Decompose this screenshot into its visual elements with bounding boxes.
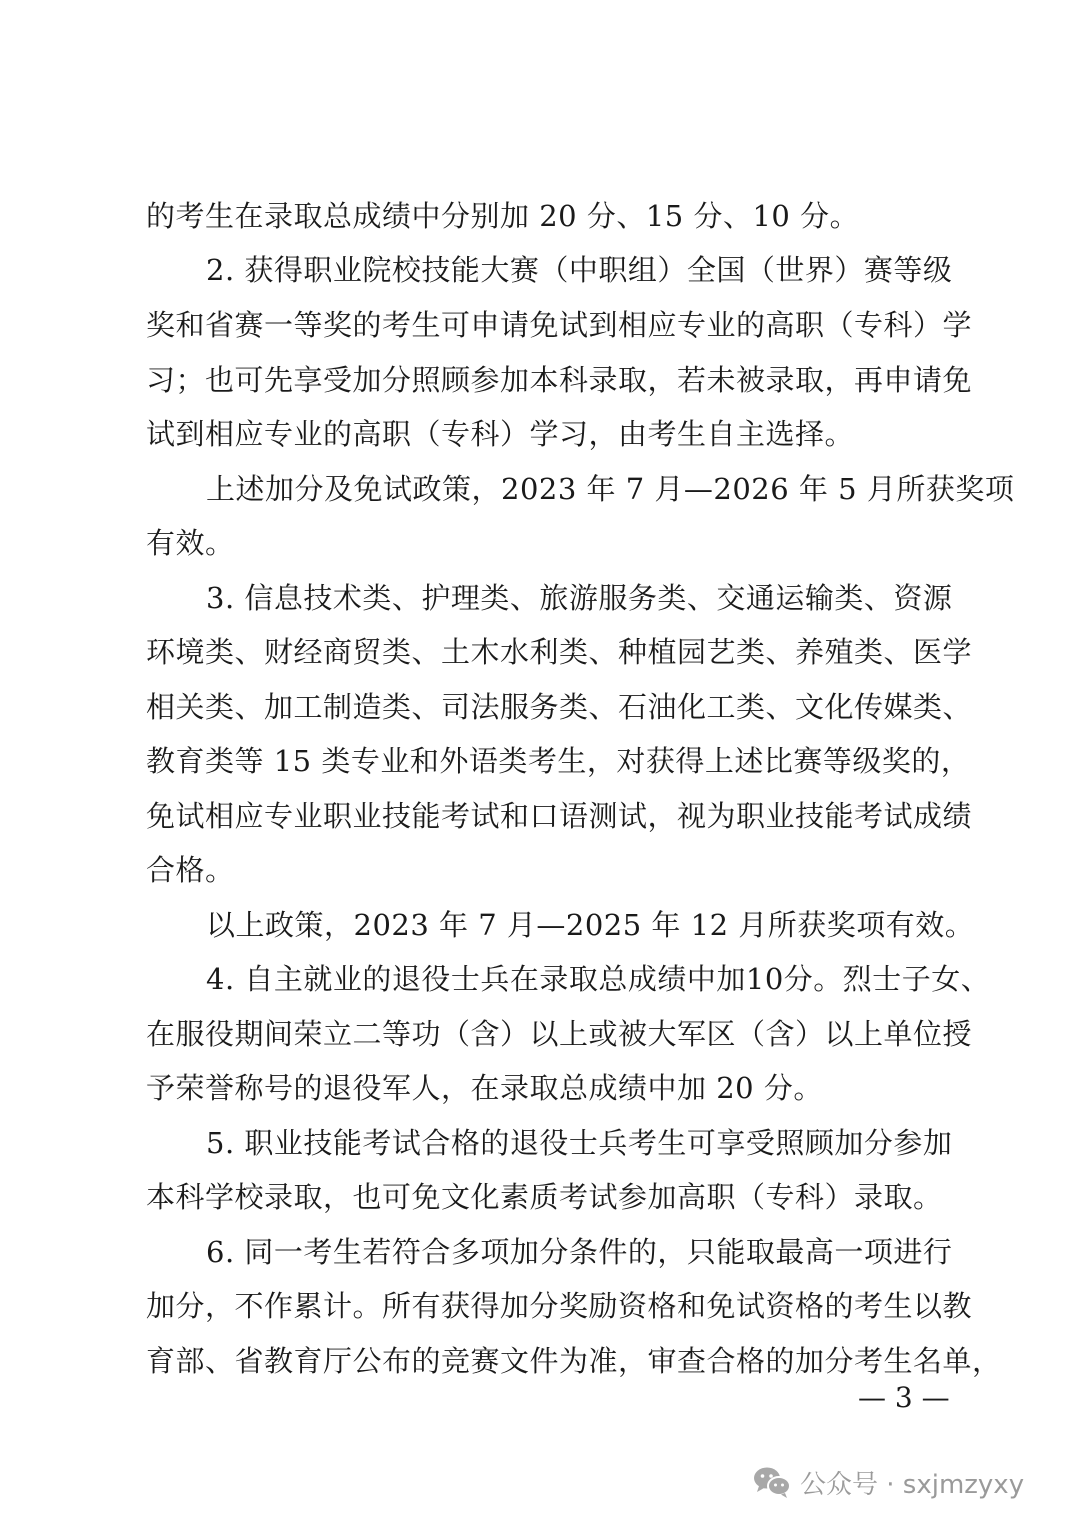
text-line: 本科学校录取，也可免文化素质考试参加高职（专科）录取。 [146,1180,943,1214]
text-line: 育部、省教育厅公布的竞赛文件为准，审查合格的加分考生名单， [146,1344,1002,1378]
text-line: 合格。 [146,853,235,887]
page-number: — 3 — [858,1381,950,1414]
text-line: 3. 信息技术类、护理类、旅游服务类、交通运输类、资源 [206,581,953,615]
text-line: 以上政策，2023 年 7 月—2025 年 12 月所获奖项有效。 [206,908,975,942]
text-line: 2. 获得职业院校技能大赛（中职组）全国（世界）赛等级 [206,253,953,287]
text-line: 相关类、加工制造类、司法服务类、石油化工类、文化传媒类、 [146,690,973,724]
wechat-icon [752,1465,792,1499]
text-line: 奖和省赛一等奖的考生可申请免试到相应专业的高职（专科）学 [146,308,973,342]
text-line: 教育类等 15 类专业和外语类考生，对获得上述比赛等级奖的， [146,744,971,778]
text-line: 予荣誉称号的退役军人，在录取总成绩中加 20 分。 [146,1071,823,1105]
text-line: 上述加分及免试政策，2023 年 7 月—2026 年 5 月所获奖项 [206,472,1015,506]
watermark [752,1462,1024,1502]
text-line: 试到相应专业的高职（专科）学习，由考生自主选择。 [146,417,855,451]
text-line: 5. 职业技能考试合格的退役士兵考生可享受照顾加分参加 [206,1126,953,1160]
text-line: 免试相应专业职业技能考试和口语测试，视为职业技能考试成绩 [146,799,973,833]
text-line: 有效。 [146,526,235,560]
text-line: 加分，不作累计。所有获得加分奖励资格和免试资格的考生以教 [146,1289,973,1323]
text-line: 在服役期间荣立二等功（含）以上或被大军区（含）以上单位授 [146,1017,973,1051]
text-line: 习；也可先享受加分照顾参加本科录取，若未被录取，再申请免 [146,363,973,397]
text-line: 的考生在录取总成绩中分别加 20 分、15 分、10 分。 [146,199,860,233]
text-line: 6. 同一考生若符合多项加分条件的，只能取最高一项进行 [206,1235,953,1269]
watermark-text: 公众号 · sxjmzyxy [800,1469,1025,1500]
text-line: 环境类、财经商贸类、土木水利类、种植园艺类、养殖类、医学 [146,635,973,669]
text-line: 4. 自主就业的退役士兵在录取总成绩中加10分。烈士子女、 [206,962,991,996]
